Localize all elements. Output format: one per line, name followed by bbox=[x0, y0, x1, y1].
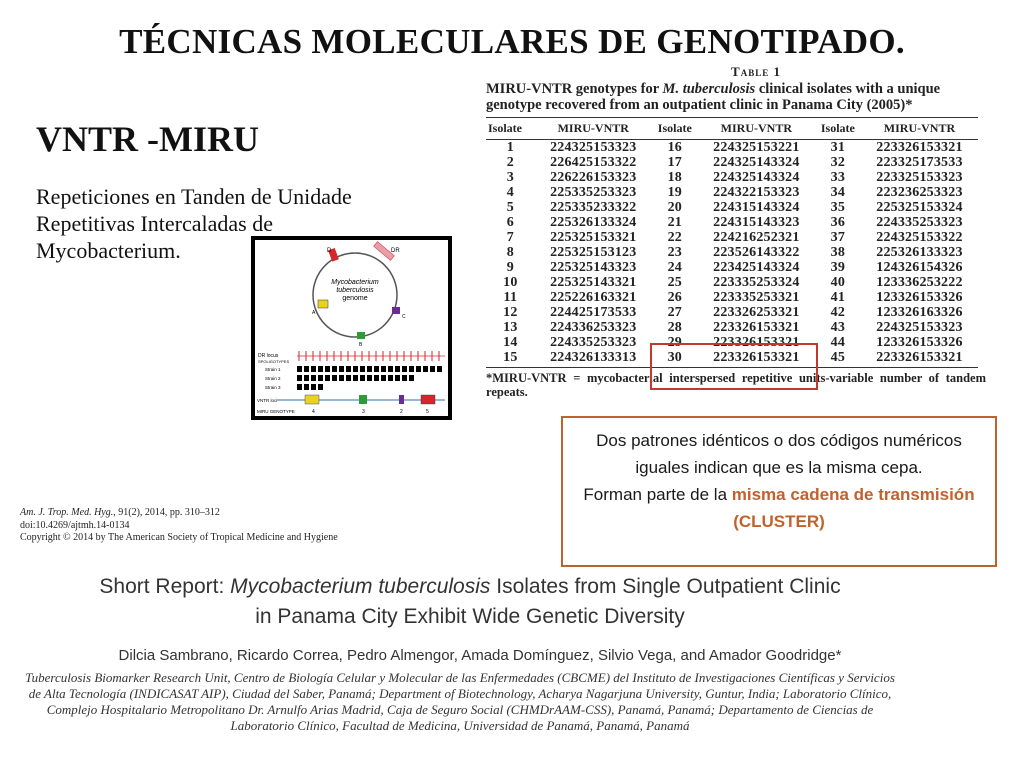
spoligotype-square bbox=[304, 375, 309, 381]
table-cell: 25 bbox=[667, 275, 682, 290]
table-cell: 40 bbox=[830, 275, 846, 290]
locus-b-label: B bbox=[359, 342, 363, 348]
table-header-cell: Isolate bbox=[652, 118, 698, 140]
table-cell: 18 bbox=[667, 170, 682, 185]
table-header-cell: MIRU-VNTR bbox=[861, 118, 978, 140]
table-cell: 223326153321 bbox=[861, 350, 978, 368]
table-row bbox=[486, 320, 978, 335]
journal-citation bbox=[20, 507, 338, 545]
table-header-row bbox=[486, 118, 978, 140]
description-text: Repeticiones en Tanden de Unidade Repetitivas Intercaladas de Mycobacterium. bbox=[36, 184, 352, 263]
table-cell: 225326133324 bbox=[550, 215, 637, 230]
table-cell: 225335233322 bbox=[550, 200, 637, 215]
table-cell: 10 bbox=[503, 275, 518, 290]
table-cell: 224315143323 bbox=[713, 215, 800, 230]
table-cell: 123326163326 bbox=[876, 305, 963, 320]
table-cell: 14 bbox=[503, 335, 518, 350]
spoligotype-square bbox=[297, 366, 302, 372]
section-heading: VNTR -MIRU bbox=[36, 119, 259, 159]
locus-a-label: A bbox=[312, 310, 316, 316]
spoligotype-square bbox=[360, 375, 365, 381]
table-header-cell: Isolate bbox=[815, 118, 861, 140]
table-cell: 37 bbox=[830, 230, 846, 245]
table-cell: 36 bbox=[830, 215, 846, 230]
table-cell: 224322153323 bbox=[713, 185, 800, 200]
table-cell: 223325173533 bbox=[876, 155, 963, 170]
spoligotype-square bbox=[388, 375, 393, 381]
table-cell: 2 bbox=[506, 155, 514, 170]
spoligotype-square bbox=[339, 375, 344, 381]
table-caption: MIRU-VNTR genotypes for M. tuberculosis clinical isolates with a unique genotype recovered from an outpatient clinic in Panama City (2005)* bbox=[486, 81, 941, 113]
locus-a-marker bbox=[318, 300, 328, 308]
paper-authors: Dilcia Sambrano, Ricardo Correa, Pedro Almengor, Amada Domínguez, Silvio Vega, and Amador Goodridge* bbox=[118, 647, 842, 664]
table-cell: 123336253222 bbox=[876, 275, 963, 290]
spoligotype-square bbox=[332, 375, 337, 381]
spoligotype-squares bbox=[297, 366, 442, 390]
table-cell: 124326154326 bbox=[876, 260, 963, 275]
table-header-cell: MIRU-VNTR bbox=[698, 118, 815, 140]
table-row bbox=[486, 200, 978, 215]
table-cell: 223326153321 bbox=[713, 335, 800, 350]
table-row bbox=[486, 260, 978, 275]
table-row bbox=[486, 230, 978, 245]
table-cell: 17 bbox=[667, 155, 682, 170]
citation-copyright: Copyright © 2014 by The American Society of Tropical Medicine and Hygiene bbox=[20, 532, 338, 543]
table-cell: 15 bbox=[486, 350, 535, 368]
table-cell: 5 bbox=[506, 200, 514, 215]
miru-genotype-label: MIRU GENOTYPE bbox=[257, 409, 295, 414]
table-cell: 6 bbox=[506, 215, 514, 230]
strain-1-label: Strain 1 bbox=[265, 367, 281, 372]
table-cell: 21 bbox=[667, 215, 682, 230]
table-cell: 226226153323 bbox=[550, 170, 637, 185]
table-row bbox=[486, 290, 978, 305]
spoligotype-square bbox=[325, 375, 330, 381]
table-cell: 226425153322 bbox=[550, 155, 637, 170]
table-cell: 26 bbox=[667, 290, 682, 305]
table-cell: 225325153123 bbox=[550, 245, 637, 260]
spoligotype-square bbox=[339, 366, 344, 372]
spoligotype-square bbox=[311, 366, 316, 372]
spoligotype-square bbox=[311, 384, 316, 390]
spoligotypes-label: SPOLIGOTYPES bbox=[258, 359, 290, 364]
spoligotype-square bbox=[437, 366, 442, 372]
table-row bbox=[486, 305, 978, 320]
citation-journal-line: Am. J. Trop. Med. Hyg., 91(2), 2014, pp. 310–312 bbox=[20, 507, 220, 518]
callout-highlight: misma cadena de transmisión (CLUSTER) bbox=[731, 485, 975, 531]
spoligotype-square bbox=[297, 384, 302, 390]
vntr-loci-label: VNTR loci bbox=[257, 398, 278, 403]
spoligotype-square bbox=[388, 366, 393, 372]
table-cell: 30 bbox=[652, 350, 698, 368]
table-cell: 224216252321 bbox=[713, 230, 800, 245]
spoligotype-square bbox=[346, 375, 351, 381]
spoligotype-square bbox=[304, 366, 309, 372]
dr-label: D bbox=[327, 248, 332, 254]
strain-2-label: Strain 2 bbox=[265, 376, 281, 381]
table-cell: 24 bbox=[667, 260, 682, 275]
genome-diagram bbox=[251, 236, 452, 420]
miru-vntr-table bbox=[486, 117, 978, 368]
table-cell: 224325153323 bbox=[876, 320, 963, 335]
spoligotype-square bbox=[409, 366, 414, 372]
table-cell: 27 bbox=[667, 305, 682, 320]
spoligotype-square bbox=[381, 375, 386, 381]
table-cell: 31 bbox=[830, 140, 846, 155]
table-row bbox=[486, 140, 978, 156]
citation-doi: doi:10.4269/ajtmh.14-0134 bbox=[20, 519, 130, 531]
table-cell: 123326153326 bbox=[876, 335, 963, 350]
spoligotype-square bbox=[318, 366, 323, 372]
genome-label-2: tuberculosis bbox=[336, 287, 374, 294]
table-cell: 42 bbox=[830, 305, 846, 320]
spoligotype-square bbox=[318, 375, 323, 381]
table-header-cell: MIRU-VNTR bbox=[535, 118, 652, 140]
table-cell: 224325153221 bbox=[713, 140, 800, 155]
spoligotype-square bbox=[423, 366, 428, 372]
spoligotype-square bbox=[311, 375, 316, 381]
spoligotype-square bbox=[395, 375, 400, 381]
spoligotype-square bbox=[325, 366, 330, 372]
spoligotype-square bbox=[353, 366, 358, 372]
spoligotype-square bbox=[402, 366, 407, 372]
spoligotype-square bbox=[416, 366, 421, 372]
table-cell: 223425143324 bbox=[713, 260, 800, 275]
locus-c-marker bbox=[392, 307, 400, 314]
table-cell: 44 bbox=[830, 335, 846, 350]
table-cell: 33 bbox=[830, 170, 846, 185]
table-cell: 223236253323 bbox=[876, 185, 963, 200]
table-cell: 3 bbox=[506, 170, 514, 185]
locus-c-label: C bbox=[402, 314, 406, 320]
genotype-value-4: 5 bbox=[426, 409, 429, 415]
table-cell: 43 bbox=[830, 320, 846, 335]
table-cell: 20 bbox=[667, 200, 682, 215]
table-row bbox=[486, 185, 978, 200]
table-cell: 16 bbox=[667, 140, 682, 155]
table-cell: 8 bbox=[506, 245, 514, 260]
table-cell: 28 bbox=[667, 320, 682, 335]
spoligotype-square bbox=[360, 366, 365, 372]
table-label: Table 1 bbox=[731, 64, 781, 79]
spoligotype-square bbox=[304, 384, 309, 390]
spoligotype-square bbox=[346, 366, 351, 372]
callout-text-1: Dos patrones idénticos o dos códigos numéricos iguales indican que es la misma cepa. bbox=[596, 431, 962, 477]
table-cell: 223526143322 bbox=[713, 245, 800, 260]
spoligotype-square bbox=[353, 375, 358, 381]
table-cell: 224326133313 bbox=[535, 350, 652, 368]
table-cell: 34 bbox=[830, 185, 846, 200]
table-cell: 13 bbox=[503, 320, 518, 335]
table-cell: 224425173533 bbox=[550, 305, 637, 320]
table-cell: 224335253323 bbox=[550, 335, 637, 350]
table-cell: 4 bbox=[506, 185, 514, 200]
slide-title: TÉCNICAS MOLECULARES DE GENOTIPADO. bbox=[119, 22, 905, 61]
spoligotype-square bbox=[332, 366, 337, 372]
table-cell: 224325143324 bbox=[713, 170, 800, 185]
spoligotype-square bbox=[374, 375, 379, 381]
genotype-value-1: 4 bbox=[312, 409, 315, 415]
table-cell: 123326153326 bbox=[876, 290, 963, 305]
table-cell: 32 bbox=[830, 155, 846, 170]
genome-label-1: Mycobacterium bbox=[331, 279, 379, 286]
spoligotype-square bbox=[367, 366, 372, 372]
table-cell: 1 bbox=[506, 140, 514, 155]
table-row bbox=[486, 245, 978, 260]
table-row bbox=[486, 170, 978, 185]
vntr-purple-block bbox=[399, 395, 404, 404]
table-cell: 223335253321 bbox=[713, 290, 800, 305]
table-cell: 11 bbox=[503, 290, 518, 305]
table-cell: 9 bbox=[506, 260, 514, 275]
table-cell: 224335253323 bbox=[876, 215, 963, 230]
table-cell: 38 bbox=[830, 245, 846, 260]
table-cell: 23 bbox=[667, 245, 682, 260]
table-cell: 223326153321 bbox=[698, 350, 815, 368]
table-cell: 225325153321 bbox=[550, 230, 637, 245]
paper-title: Short Report: Mycobacterium tuberculosis Isolates from Single Outpatient Clinic in Panama City Exhibit Wide Genetic Diversity bbox=[99, 575, 841, 628]
genotype-value-3: 2 bbox=[400, 409, 403, 415]
vntr-yellow-block bbox=[305, 395, 319, 404]
table-cell: 39 bbox=[830, 260, 846, 275]
spoligotype-square bbox=[430, 366, 435, 372]
table-cell: 225325143323 bbox=[550, 260, 637, 275]
callout-text-2: Forman parte de la misma cadena de transmisión (CLUSTER) bbox=[583, 485, 975, 531]
strain-3-label: Strain 3 bbox=[265, 385, 281, 390]
genome-diagram-svg bbox=[255, 240, 448, 416]
table-cell: 225226163321 bbox=[550, 290, 637, 305]
spoligotype-square bbox=[395, 366, 400, 372]
table-cell: 224315143324 bbox=[713, 200, 800, 215]
genotype-value-2: 3 bbox=[362, 409, 365, 415]
spoligotype-square bbox=[402, 375, 407, 381]
dr-locus-label: DR locus bbox=[258, 353, 279, 359]
spoligotype-square bbox=[367, 375, 372, 381]
table-cell: 223326153321 bbox=[876, 140, 963, 155]
table-cell: 225325143321 bbox=[550, 275, 637, 290]
locus-b-marker bbox=[357, 332, 365, 339]
table-cell: 224336253323 bbox=[550, 320, 637, 335]
genome-label-3: genome bbox=[342, 295, 368, 302]
table-row bbox=[486, 275, 978, 290]
table-body bbox=[486, 140, 978, 368]
table-footnote: *MIRU-VNTR = mycobacterial interspersed repetitive units-variable number of tandem repeats. bbox=[486, 371, 986, 399]
spoligotype-square bbox=[409, 375, 414, 381]
table-row bbox=[486, 155, 978, 170]
spoligotype-square bbox=[381, 366, 386, 372]
table-cell: 45 bbox=[815, 350, 861, 368]
table-cell: 224325153322 bbox=[876, 230, 963, 245]
table-cell: 224325153323 bbox=[550, 140, 637, 155]
vntr-green-block bbox=[359, 395, 367, 404]
table-cell: 225326133323 bbox=[876, 245, 963, 260]
paper-affiliation: Tuberculosis Biomarker Research Unit, Centro de Biología Celular y Molecular de las Enfermedades (CBCME) del Instituto de Investigaciones Científicas y Servicios de Alta Tecnología (INDICASAT AIP), Ciudad del Saber, Panamá; Department of Biotechnology, Acharya Nagarjuna University, Guntur, India; Laboratorio Clínico, Complejo Hospitalario Metropolitano Dr. Arnulfo Arias Madrid, Caja de Seguro Social (CHMDrAAM-CSS), Panamá, Panamá; Departamento de Ciencias de Laboratorio Clínico, Facultad de Medicina, Universidad de Panamá, Panamá, Panamá bbox=[25, 670, 895, 733]
table-cell: 225325153324 bbox=[876, 200, 963, 215]
table-cell: 223326253321 bbox=[713, 305, 800, 320]
table-cell: 225335253323 bbox=[550, 185, 637, 200]
table-row bbox=[486, 215, 978, 230]
table-cell: 7 bbox=[506, 230, 514, 245]
table-cell: 223335253324 bbox=[713, 275, 800, 290]
table-cell: 223326153321 bbox=[713, 320, 800, 335]
table-cell: 22 bbox=[667, 230, 682, 245]
dr-locus-ticks bbox=[299, 351, 439, 361]
vntr-red-block bbox=[421, 395, 435, 404]
spoligotype-square bbox=[318, 384, 323, 390]
cluster-callout bbox=[561, 416, 997, 567]
highlight-box bbox=[650, 343, 818, 390]
table-cell: 35 bbox=[830, 200, 846, 215]
table-cell: 224325143324 bbox=[713, 155, 800, 170]
table-header-cell: Isolate bbox=[486, 118, 535, 140]
dr-region-label: DR bbox=[391, 248, 400, 254]
spoligotype-square bbox=[297, 375, 302, 381]
spoligotype-square bbox=[374, 366, 379, 372]
table-cell: 29 bbox=[667, 335, 682, 350]
table-cell: 41 bbox=[830, 290, 846, 305]
table-cell: 12 bbox=[503, 305, 518, 320]
table-cell: 19 bbox=[667, 185, 682, 200]
table-cell: 223325153323 bbox=[876, 170, 963, 185]
